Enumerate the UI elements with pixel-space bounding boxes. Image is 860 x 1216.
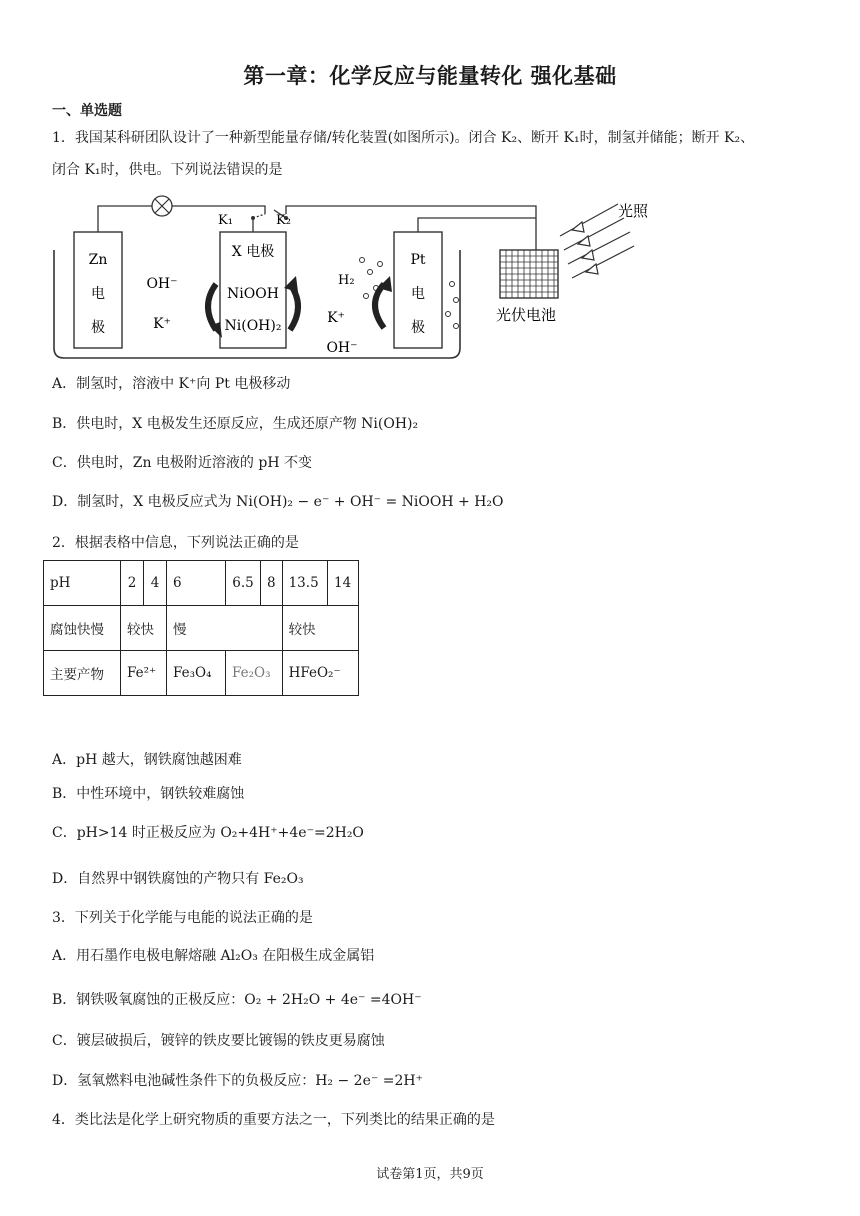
corrosion-table bbox=[43, 560, 359, 696]
q3-stem: 3．下列关于化学能与电能的说法正确的是 bbox=[52, 910, 313, 926]
pv-cell-label: 光伏电池 bbox=[496, 306, 557, 324]
q2-option-d: D．自然界中钢铁腐蚀的产物只有 Fe₂O₃ bbox=[52, 871, 304, 887]
q2-option-b: B．中性环境中，钢铁较难腐蚀 bbox=[52, 786, 245, 802]
q4-stem: 4．类比法是化学上研究物质的重要方法之一，下列类比的结果正确的是 bbox=[52, 1112, 495, 1128]
left-ion-oh: OH⁻ bbox=[146, 276, 178, 292]
left-ion-k: K⁺ bbox=[153, 316, 171, 332]
q3-option-b: B．钢铁吸氧腐蚀的正极反应：O₂ + 2H₂O + 4e⁻ =4OH⁻ bbox=[52, 992, 422, 1008]
q3-option-c: C．镀层破损后，镀锌的铁皮要比镀锡的铁皮更易腐蚀 bbox=[52, 1033, 385, 1049]
page-title: 第一章：化学反应与能量转化 强化基础 bbox=[243, 64, 617, 88]
q1-option-b: B．供电时，X 电极发生还原反应，生成还原产物 Ni(OH)₂ bbox=[52, 416, 419, 432]
svg-text:Ni(OH)₂: Ni(OH)₂ bbox=[224, 318, 282, 334]
q2-option-a: A．pH 越大，钢铁腐蚀越困难 bbox=[52, 752, 242, 768]
svg-text:极: 极 bbox=[91, 320, 105, 336]
page-footer: 试卷第1页，共9页 bbox=[376, 1167, 484, 1182]
q1-option-d: D．制氢时，X 电极反应式为 Ni(OH)₂ − e⁻ + OH⁻ = NiOOH + H₂O bbox=[52, 494, 504, 510]
section-heading: 一、单选题 bbox=[52, 103, 122, 119]
q1-stem-line2: 闭合 K₁时，供电。下列说法错误的是 bbox=[52, 162, 283, 178]
switch-k1 bbox=[218, 213, 265, 228]
lamp-icon bbox=[152, 196, 172, 216]
photovoltaic-cell bbox=[500, 250, 558, 298]
svg-text:Zn: Zn bbox=[88, 252, 108, 268]
table-row: 腐蚀快慢 较快 慢 较快 bbox=[44, 606, 359, 651]
svg-text:极: 极 bbox=[411, 320, 425, 336]
q3-option-d: D．氢氧燃料电池碱性条件下的负极反应：H₂ − 2e⁻ =2H⁺ bbox=[52, 1073, 423, 1089]
svg-text:电: 电 bbox=[411, 286, 425, 302]
q2-stem: 2．根据表格中信息，下列说法正确的是 bbox=[52, 535, 299, 551]
table-row: 主要产物 Fe²⁺ Fe₃O₄ Fe₂O₃ HFeO₂⁻ bbox=[44, 651, 359, 696]
q3-option-a: A．用石墨作电极电解熔融 Al₂O₃ 在阳极生成金属铝 bbox=[52, 948, 375, 964]
q1-option-a: A．制氢时，溶液中 K⁺向 Pt 电极移动 bbox=[52, 376, 291, 392]
svg-text:NiOOH: NiOOH bbox=[227, 286, 279, 302]
svg-text:Pt: Pt bbox=[410, 252, 426, 268]
q1-option-c: C．供电时，Zn 电极附近溶液的 pH 不变 bbox=[52, 455, 312, 471]
right-ion-k: K⁺ bbox=[327, 310, 345, 326]
electrochemical-device-diagram bbox=[50, 188, 690, 366]
svg-text:X 电极: X 电极 bbox=[231, 244, 275, 260]
light-label: 光照 bbox=[618, 202, 649, 220]
switch-k2 bbox=[274, 210, 291, 228]
svg-text:电: 电 bbox=[91, 286, 105, 302]
q2-option-c: C．pH>14 时正极反应为 O₂+4H⁺+4e⁻=2H₂O bbox=[52, 825, 364, 841]
k2-label: K₂ bbox=[276, 213, 291, 228]
table-row: pH 2 4 6 6.5 8 13.5 14 bbox=[44, 561, 359, 606]
h2-label: H₂ bbox=[338, 273, 355, 288]
k1-label: K₁ bbox=[218, 213, 233, 228]
q1-stem-line1: 1．我国某科研团队设计了一种新型能量存储/转化装置(如图所示)。闭合 K₂、断开 K₁时，制氢并储能；断开 K₂、 bbox=[52, 130, 755, 146]
right-ion-oh: OH⁻ bbox=[326, 340, 358, 356]
